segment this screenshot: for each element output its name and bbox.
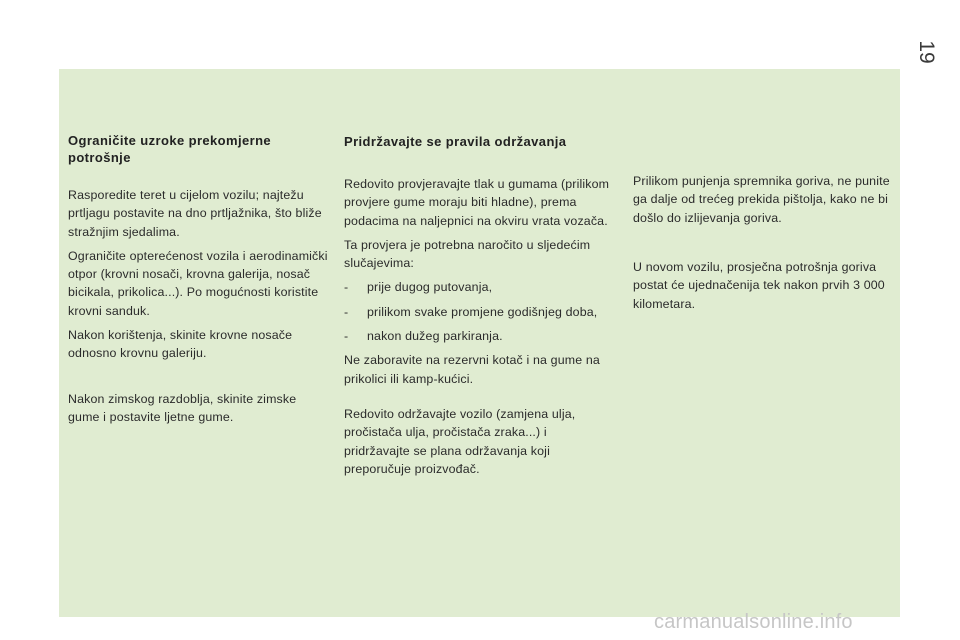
middle-paragraph-1: Redovito provjeravajte tlak u gumama (prilikom provjere gume moraju biti hladne), prema podacima na naljepnici na okviru vrata vozača. [344,177,610,228]
middle-paragraph-3: Ne zaboravite na rezervni kotač i na gume na prikolici ili kamp-kućici. [344,353,600,386]
list-dash: - [344,329,349,344]
watermark-text: carmanualsonline.info [654,611,853,633]
left-heading: Ograničite uzroke prekomjerne potrošnje [68,133,272,165]
right-paragraph-2: U novom vozilu, prosječna potrošnja goriva postat će ujednačenija tek nakon prvih 3 000 kilometara. [633,260,885,311]
page-number: 19 [915,40,938,64]
left-column [68,132,330,363]
left-column-lower [68,390,330,427]
middle-heading: Pridržavajte se pravila održavanja [344,134,567,149]
right-column-lower [633,258,895,313]
right-paragraph-1: Prilikom punjenja spremnika goriva, ne punite ga dalje od trećeg prekida pištolja, kako ne bi došlo do izlijevanja goriva. [633,174,890,225]
middle-column-lower [344,405,602,478]
left-paragraph-3: Nakon korištenja, skinite krovne nosače odnosno krovnu galeriju. [68,328,293,361]
left-paragraph-1: Rasporedite teret u cijelom vozilu; najtežu prtljagu postavite na dno prtljažnika, što bliže stražnjim sjedalima. [68,188,322,239]
list-item-text: prilikom svake promjene godišnjeg doba, [367,304,598,319]
list-item [344,303,614,321]
middle-paragraph-2: Ta provjera je potrebna naročito u sljedećim slučajevima: [344,237,591,271]
middle-paragraph-4: Redovito održavajte vozilo (zamjena ulja, pročistača ulja, pročistača zraka...) i pridržavajte se plana održavanja koji preporučuje proizvođač. [344,407,576,476]
list-dash: - [344,304,349,319]
middle-column [344,133,614,388]
list-item-text: nakon dužeg parkiranja. [367,329,503,344]
list-item [344,327,614,345]
right-column [633,172,895,227]
left-paragraph-4: Nakon zimskog razdoblja, skinite zimske gume i postavite ljetne gume. [68,392,297,425]
list-item-text: prije dugog putovanja, [367,280,493,295]
list-dash: - [344,280,349,295]
list-item [344,278,614,296]
left-paragraph-2: Ograničite opterećenost vozila i aerodinamički otpor (krovni nosači, krovna galerija, nosač bicikala, prikolica...). Po mogućnosti koristite krovni sanduk. [68,248,328,318]
